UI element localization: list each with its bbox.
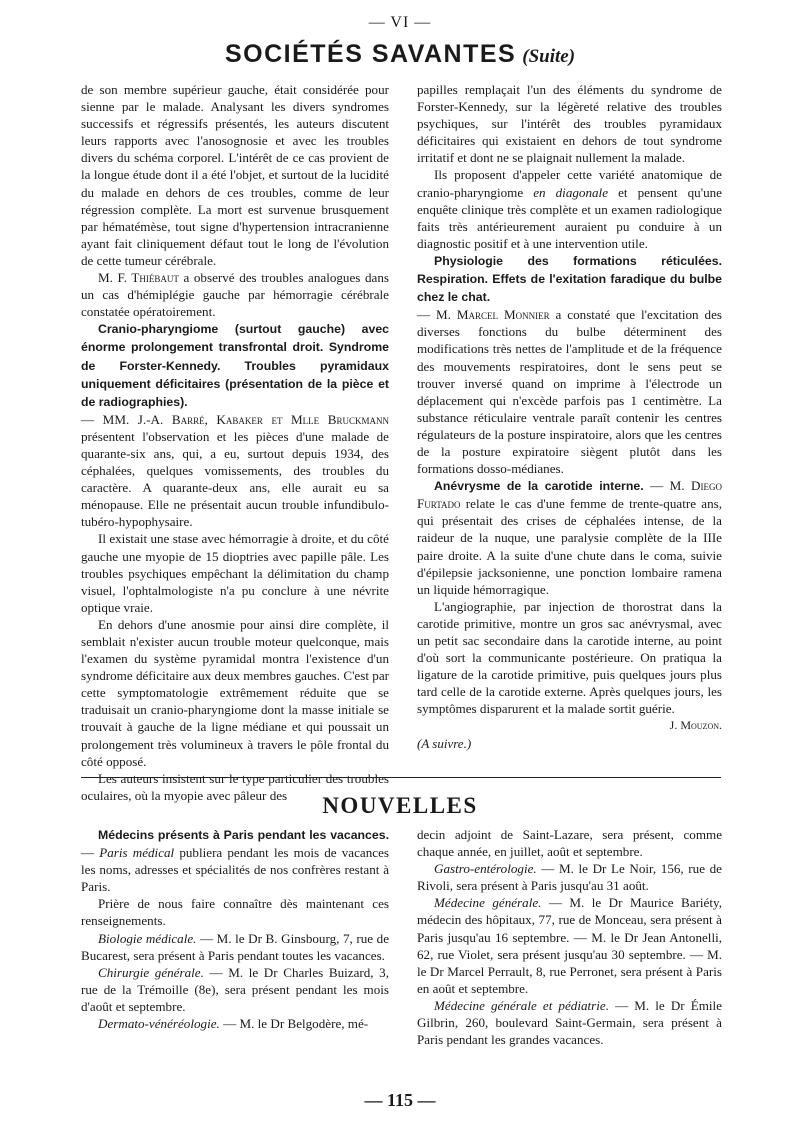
- paragraph: [81, 1015, 389, 1032]
- paragraph: [417, 252, 722, 306]
- author-name: — MM. J.-A. Barré, Kabaker et Mlle Bruckmann: [81, 411, 389, 427]
- author-name: — M. Marcel Monnier: [417, 307, 550, 323]
- paragraph: [81, 269, 389, 320]
- signature: J. Mouzon.: [669, 718, 722, 733]
- page-number: — 115 —: [364, 1090, 436, 1110]
- communication-heading: Cranio-pharyngiome (surtout gauche) avec énorme prolongement transfrontal droit. Syndrome de Forster-Kennedy. Troubles pyramidaux uniquement déficitaires (présentation de la pièce et de radiographies).: [81, 322, 389, 409]
- section-title: [0, 40, 800, 69]
- news-title: NOUVELLES: [322, 793, 478, 818]
- paragraph-text: Ils proposent d'appeler cette variété anatomique de cranio-pharyngiome: [417, 167, 722, 200]
- specialty-label: Médecine générale et pédiatrie.: [434, 997, 609, 1013]
- paragraph-text: — M. le Dr Le Noir, 156, rue de Rivoli, sera présent à Paris jusqu'au 31 août.: [417, 861, 722, 894]
- section-divider: [81, 777, 721, 778]
- paragraph: Médecins présents à Paris pendant les vacances. — Paris médical publiera pendant les mois de vacances les noms, adresses et spécialités de nos confrères restant à Paris.: [81, 828, 389, 895]
- to-be-continued: (A suivre.): [417, 735, 472, 751]
- paragraph: [417, 306, 722, 477]
- paragraph-text: — M. le Dr Émile Gilbrin, 260, boulevard Saint-Germain, sera présent à Paris pendant les grandes vacances.: [417, 997, 722, 1048]
- paragraph: decin adjoint de Saint-Lazare, sera présent, comme chaque année, en juillet, août et septembre.: [417, 827, 722, 860]
- paragraph: [417, 997, 722, 1048]
- paragraph: [417, 166, 722, 251]
- paragraph-text: — M. le Dr Charles Buizard, 3, rue de la Trémoille (8e), sera présent pendant les mois d'août et septembre.: [81, 964, 389, 1014]
- paragraph-text: publiera pendant les mois de vacances les noms, adresses et spécialités de nos confrères restant à Paris.: [81, 845, 389, 895]
- communication-heading: Physiologie des formations réticulées. Respiration. Effets de l'exitation faradique du bulbe chez le chat.: [417, 253, 722, 305]
- column-right: [417, 81, 722, 752]
- specialty-label: Médecine générale.: [434, 895, 542, 911]
- paragraph: [81, 320, 389, 410]
- paragraph-text: et pensent qu'une enquête clinique très complète et un examen radiologique faits très antérieurement auraient pu conduire à un diagnostic positif et à une intervention utile.: [417, 184, 722, 251]
- paragraph: Il existait une stase avec hémorragie à droite, et du côté gauche une myopie de 15 dioptries avec papille pâle. Les troubles psychiques empêchant la délimitation du champ visuel, l'ophtalmologiste n'a pu conclure à une névrite optique vraie.: [81, 531, 389, 615]
- specialty-label: Dermato-vénéréologie.: [98, 1016, 220, 1032]
- news-column-left: [81, 826, 389, 1032]
- section-title-suffix: (Suite): [522, 46, 576, 67]
- paragraph: papilles remplaçait l'un des éléments du syndrome de Forster-Kennedy, sur la légèreté relative des troubles psychiques, sur l'intérêt des troubles pyramidaux déficitaires qui existaient en dehors de tout syndrome irritatif et dont ne se plaignait nullement la malade.: [417, 82, 722, 166]
- communication-heading: Anévrysme de la carotide interne.: [434, 479, 644, 494]
- paragraph-text: — M. le Dr B. Ginsbourg, 7, rue de Bucarest, sera présent à Paris pendant toutes les vacances.: [81, 930, 390, 963]
- paragraph-text: a constaté que l'excitation des diverses fonctions du bulbe déterminent des modifications très nettes de l'amplitude et de la fréquence des mouvements respiratoires, dont le sens peut se trouver inversé quand on imprime à l'électrode un déplacement qui n'excède parfois pas 1 centimètre. La substance réticulaire ventrale paraît contenir les centres régulateurs de la posture inspiratoire, alors que les centres de la posture expiratoire siègent plutôt dans les formations dosso-médianes.: [417, 307, 722, 477]
- section-title-text: SOCIÉTÉS SAVANTES: [224, 40, 517, 68]
- paragraph-text: — M. le Dr Belgodère, mé-: [219, 1016, 369, 1032]
- paragraph: Prière de nous faire connaître dès maintenant ces renseignements.: [81, 896, 389, 929]
- paragraph: [81, 964, 389, 1015]
- italic-term: en diagonale: [533, 184, 609, 200]
- paragraph-text: relate le cas d'une femme de trente-quatre ans, qui présentait des crises de céphalées intense, de la raideur de la nuque, une paralysie complète de la IIIe paire droite. A la suite d'une chute dans le coma, suivie d'épilepsie jacksonienne, une ponction lombaire ramena un liquide hémorragique.: [417, 496, 722, 597]
- paragraph-text: — M. le Dr Maurice Bariéty, médecin des hôpitaux, 77, rue de Monceau, sera présent à Paris jusqu'au 16 septembre. — M. le Dr Jean Antonelli, 62, rue Violet, sera présent jusqu'au 30 septembre. — M. le Dr Marcel Perrault, 8, rue Perronet, sera présent à Paris en août et septembre.: [417, 895, 722, 996]
- paragraph: [81, 930, 389, 964]
- paragraph: de son membre supérieur gauche, était considérée pour sienne par le malade. Analysant les divers syndromes successifs et régressifs présentés, les auteurs discutent leurs rapports avec l'anosognosie et avec les troubles divers du schéma corporel. L'intérêt de ce cas provient de la longue étude dont il a été l'objet, et surtout de la lucidité du malade en dehors de ces troubles, comme de leur régression complète. La mort est survenue brusquement par hématémèse, tout signe d'hypertension intracranienne ayant fait cliniquement défaut tout le long de l'évolution de cette tumeur cérébrale.: [81, 82, 389, 268]
- specialty-label: Gastro-entérologie.: [434, 861, 537, 877]
- specialty-label: Biologie médicale.: [98, 930, 197, 946]
- news-column-right: [417, 826, 722, 1048]
- column-left: [81, 81, 389, 804]
- italic-term: Paris médical: [99, 845, 175, 861]
- author-name: — M. Diego Furtado: [417, 478, 722, 512]
- paragraph-text: présentent l'observation et les pièces d'une malade de quarante-six ans, qui, a eu, surtout depuis 1934, des céphalées, quelques vomissements, des troubles du caractère. A quarante-deux ans, elle aurait eu sa ménopause. Elle ne présentait aucun trouble infundibulo-tubéro-hypophysaire.: [81, 428, 389, 530]
- paragraph: [417, 894, 722, 997]
- news-heading: Médecins présents à Paris pendant les vacances.: [98, 828, 389, 842]
- page-roman-numeral: — VI —: [368, 14, 432, 31]
- paragraph: En dehors d'une anosmie pour ainsi dire complète, il semblait n'exister aucun trouble moteur quelconque, mais l'examen du système pyramidal montra l'existence d'un syndrome déficitaire aux deux membres gauches. C'est par cette symptomatologie extrêmement réduite que se traduisait un cranio-pharyngiome dont la masse initiale se trouvait à gauche de la ligne médiane et qui poussait un prolongement très volumineux à travers le pôle frontal du côté opposé.: [81, 616, 389, 769]
- specialty-label: Chirurgie générale.: [98, 964, 204, 980]
- paragraph-text: a observé des troubles analogues dans un cas d'hémiplégie gauche par hémorragie cérébrale constatée opératoirement.: [81, 270, 389, 320]
- paragraph: [417, 477, 722, 598]
- paragraph: [417, 860, 722, 894]
- author-name: M. F. Thiébaut: [98, 270, 179, 286]
- paragraph: Les auteurs insistent sur le type particulier des troubles oculaires, où la myopie avec pâleur des: [81, 770, 389, 803]
- paragraph: L'angiographie, par injection de thorostrat dans la carotide primitive, montre un gros sac anévrysmal, avec un petit sac secondaire dans la carotide interne, au point d'où sort la communicante postérieure. On pratiqua la ligature de la carotide primitive, puis quelques jours plus tard celle de la carotide externe. Après quelques jours, les symptômes disparurent et la malade sortit guérie.: [417, 598, 722, 717]
- paragraph: [81, 411, 389, 531]
